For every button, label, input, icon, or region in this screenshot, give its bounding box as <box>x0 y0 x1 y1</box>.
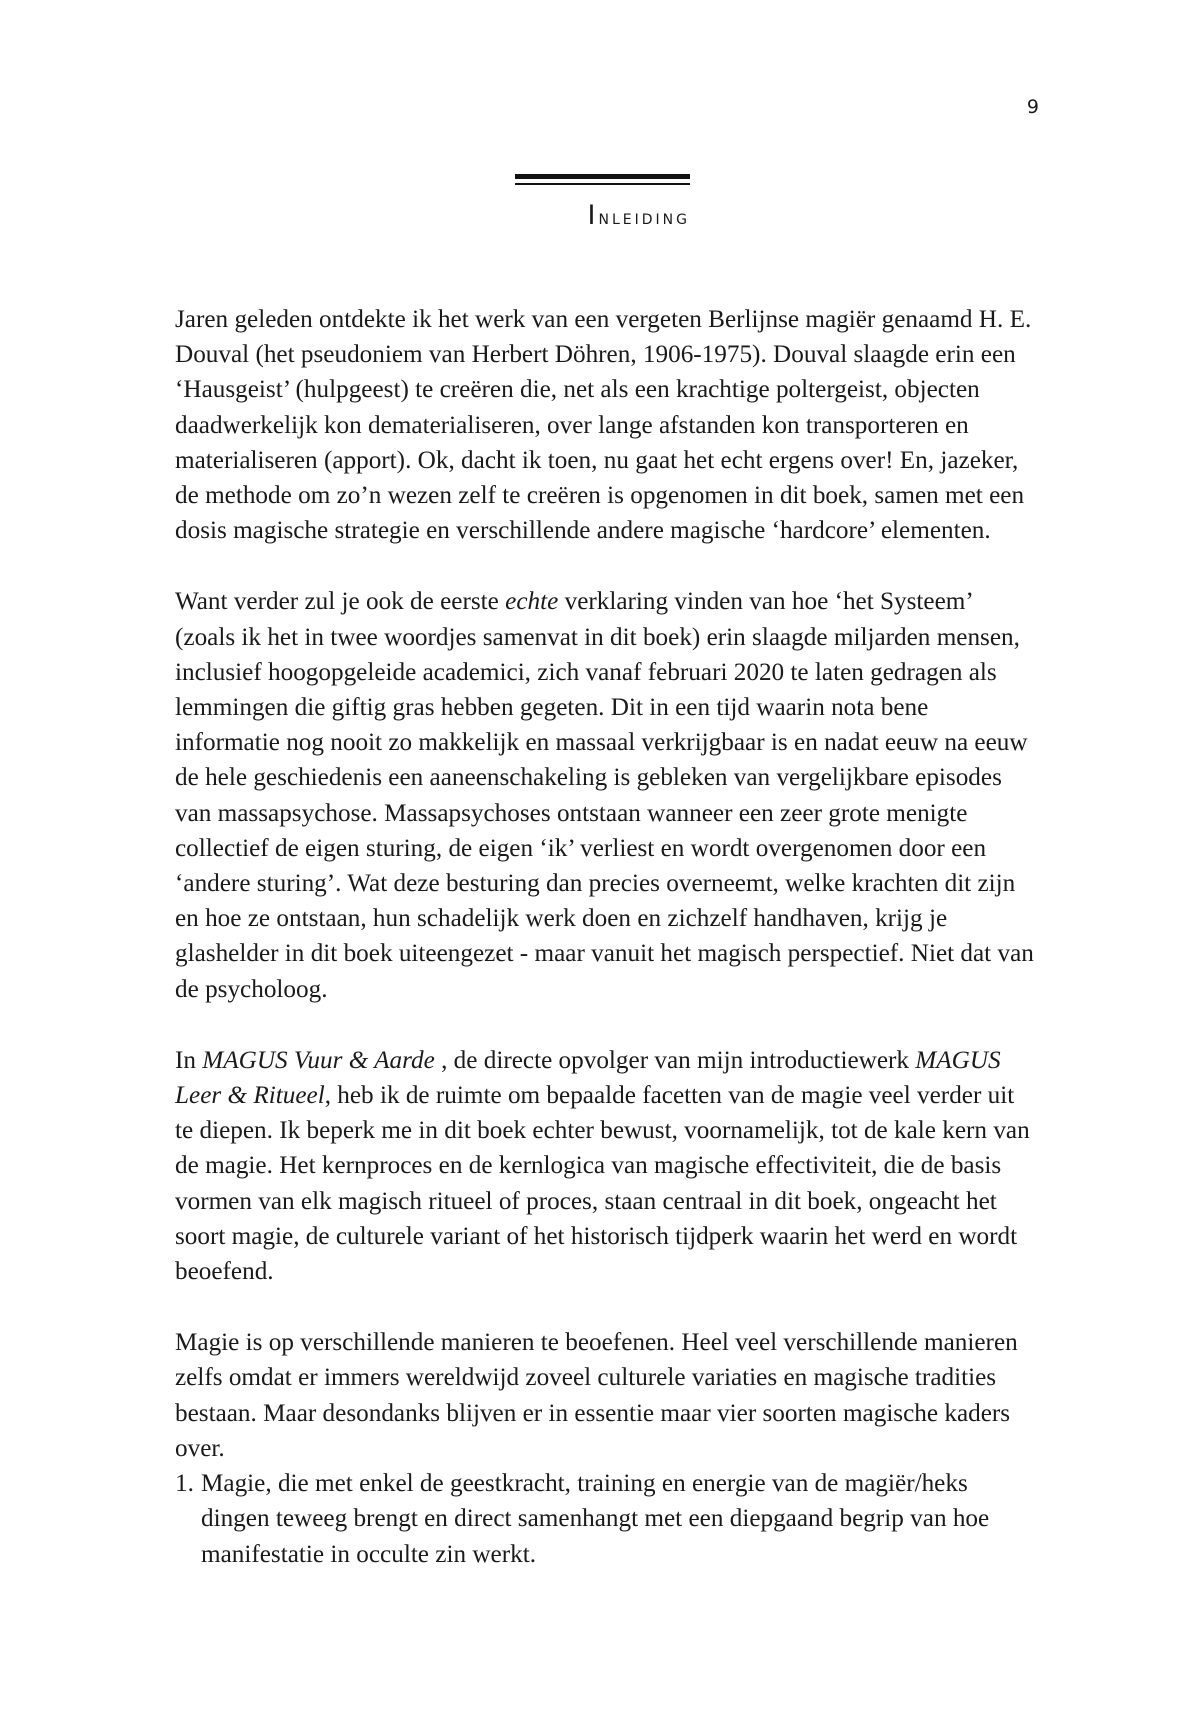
book-title-vuur-aarde: MAGUS Vuur & Aarde <box>202 1046 435 1074</box>
list-item-text: Magie, die met enkel de geestkracht, training en energie van de magiër/heks dingen teweeg brengt en direct samenhangt met een diepgaand begrip van hoe manifestatie in occulte zin werkt. <box>201 1470 990 1568</box>
chapter-title <box>440 200 690 231</box>
paragraph-2-text-b: verklaring vinden van hoe ‘het Systeem’ (zoals ik het in twee woordjes samenvat in dit boek) erin slaagde miljarden mensen, inclusief hoogopgeleide academici, zich vanaf februari 2020 te laten gedragen als lemmingen die giftig gras hebben gegeten. Dit in een tijd waarin nota bene informatie nog nooit zo makkelijk en massaal verkrijgbaar is en nadat eeuw na eeuw de hele geschiedenis een aaneenschakeling is gebleken van vergelijkbare episodes van massapsychose. Massapsychoses ontstaan wanneer een zeer grote menigte collectief de eigen sturing, de eigen ‘ik’ verliest en wordt overgenomen door een ‘andere sturing’. Wat deze besturing dan precies overneemt, welke krachten dit zijn en hoe ze ontstaan, hun schadelijk werk doen en zichzelf handhaven, krijg je glashelder in dit boek uiteengezet - maar vanuit het magisch perspectief. Niet dat van de psycholoog. <box>175 588 1034 1003</box>
paragraph-3 <box>175 1043 1037 1289</box>
chapter-title-initial: I <box>587 200 599 231</box>
magic-frameworks-list <box>175 1466 1037 1572</box>
list-item <box>175 1466 1037 1572</box>
paragraph-2-text-a: Want verder zul je ook de eerste <box>175 588 506 616</box>
title-rule-thin <box>515 183 690 185</box>
page-number: 9 <box>1026 96 1040 118</box>
title-rule-thick <box>515 174 690 179</box>
paragraph-2-emphasis: echte <box>505 588 559 616</box>
chapter-title-rest: nleiding <box>598 205 690 229</box>
list-item-number: 1. <box>175 1470 194 1498</box>
book-title-leer-ritueel: MAGUS Leer & Ritueel <box>175 1046 1001 1110</box>
paragraph-1: Jaren geleden ontdekte ik het werk van een vergeten Berlijnse magiër genaamd H. E. Douval (het pseudoniem van Herbert Döhren, 1906-1975). Douval slaagde erin een ‘Hausgeist’ (hulpgeest) te creëren die, net als een krachtige poltergeist, objecten daadwerkelijk kon dematerialiseren, over lange afstanden kon transporteren en materialiseren (apport). Ok, dacht ik toen, nu gaat het echt ergens over! En, jazeker, de methode om zo’n wezen zelf te creëren is opgenomen in dit boek, samen met een dosis magische strategie en verschillende andere magische ‘hardcore’ elementen. <box>175 306 1032 545</box>
paragraph-3-text-b: , de directe opvolger van mijn introductiewerk <box>434 1046 916 1074</box>
title-double-rule <box>515 174 690 185</box>
paragraph-3-text-a: In <box>175 1046 203 1074</box>
body-text <box>175 302 1037 1572</box>
paragraph-4: Magie is op verschillende manieren te beoefenen. Heel veel verschillende manieren zelfs omdat er immers wereldwijd zoveel culturele variaties en magische tradities bestaan. Maar desondanks blijven er in essentie maar vier soorten magische kaders over. <box>175 1329 1018 1462</box>
paragraph-2 <box>175 584 1037 1006</box>
paragraph-3-text-c: , heb ik de ruimte om bepaalde facetten van de magie veel verder uit te diepen. Ik beperk me in dit boek echter bewust, voornamelijk, tot de kale kern van de magie. Het kernproces en de kernlogica van magische effectiviteit, die de basis vormen van elk magisch ritueel of proces, staan centraal in dit boek, ongeacht het soort magie, de culturele variant of het historisch tijdperk waarin het werd en wordt beoefend. <box>175 1082 1030 1286</box>
